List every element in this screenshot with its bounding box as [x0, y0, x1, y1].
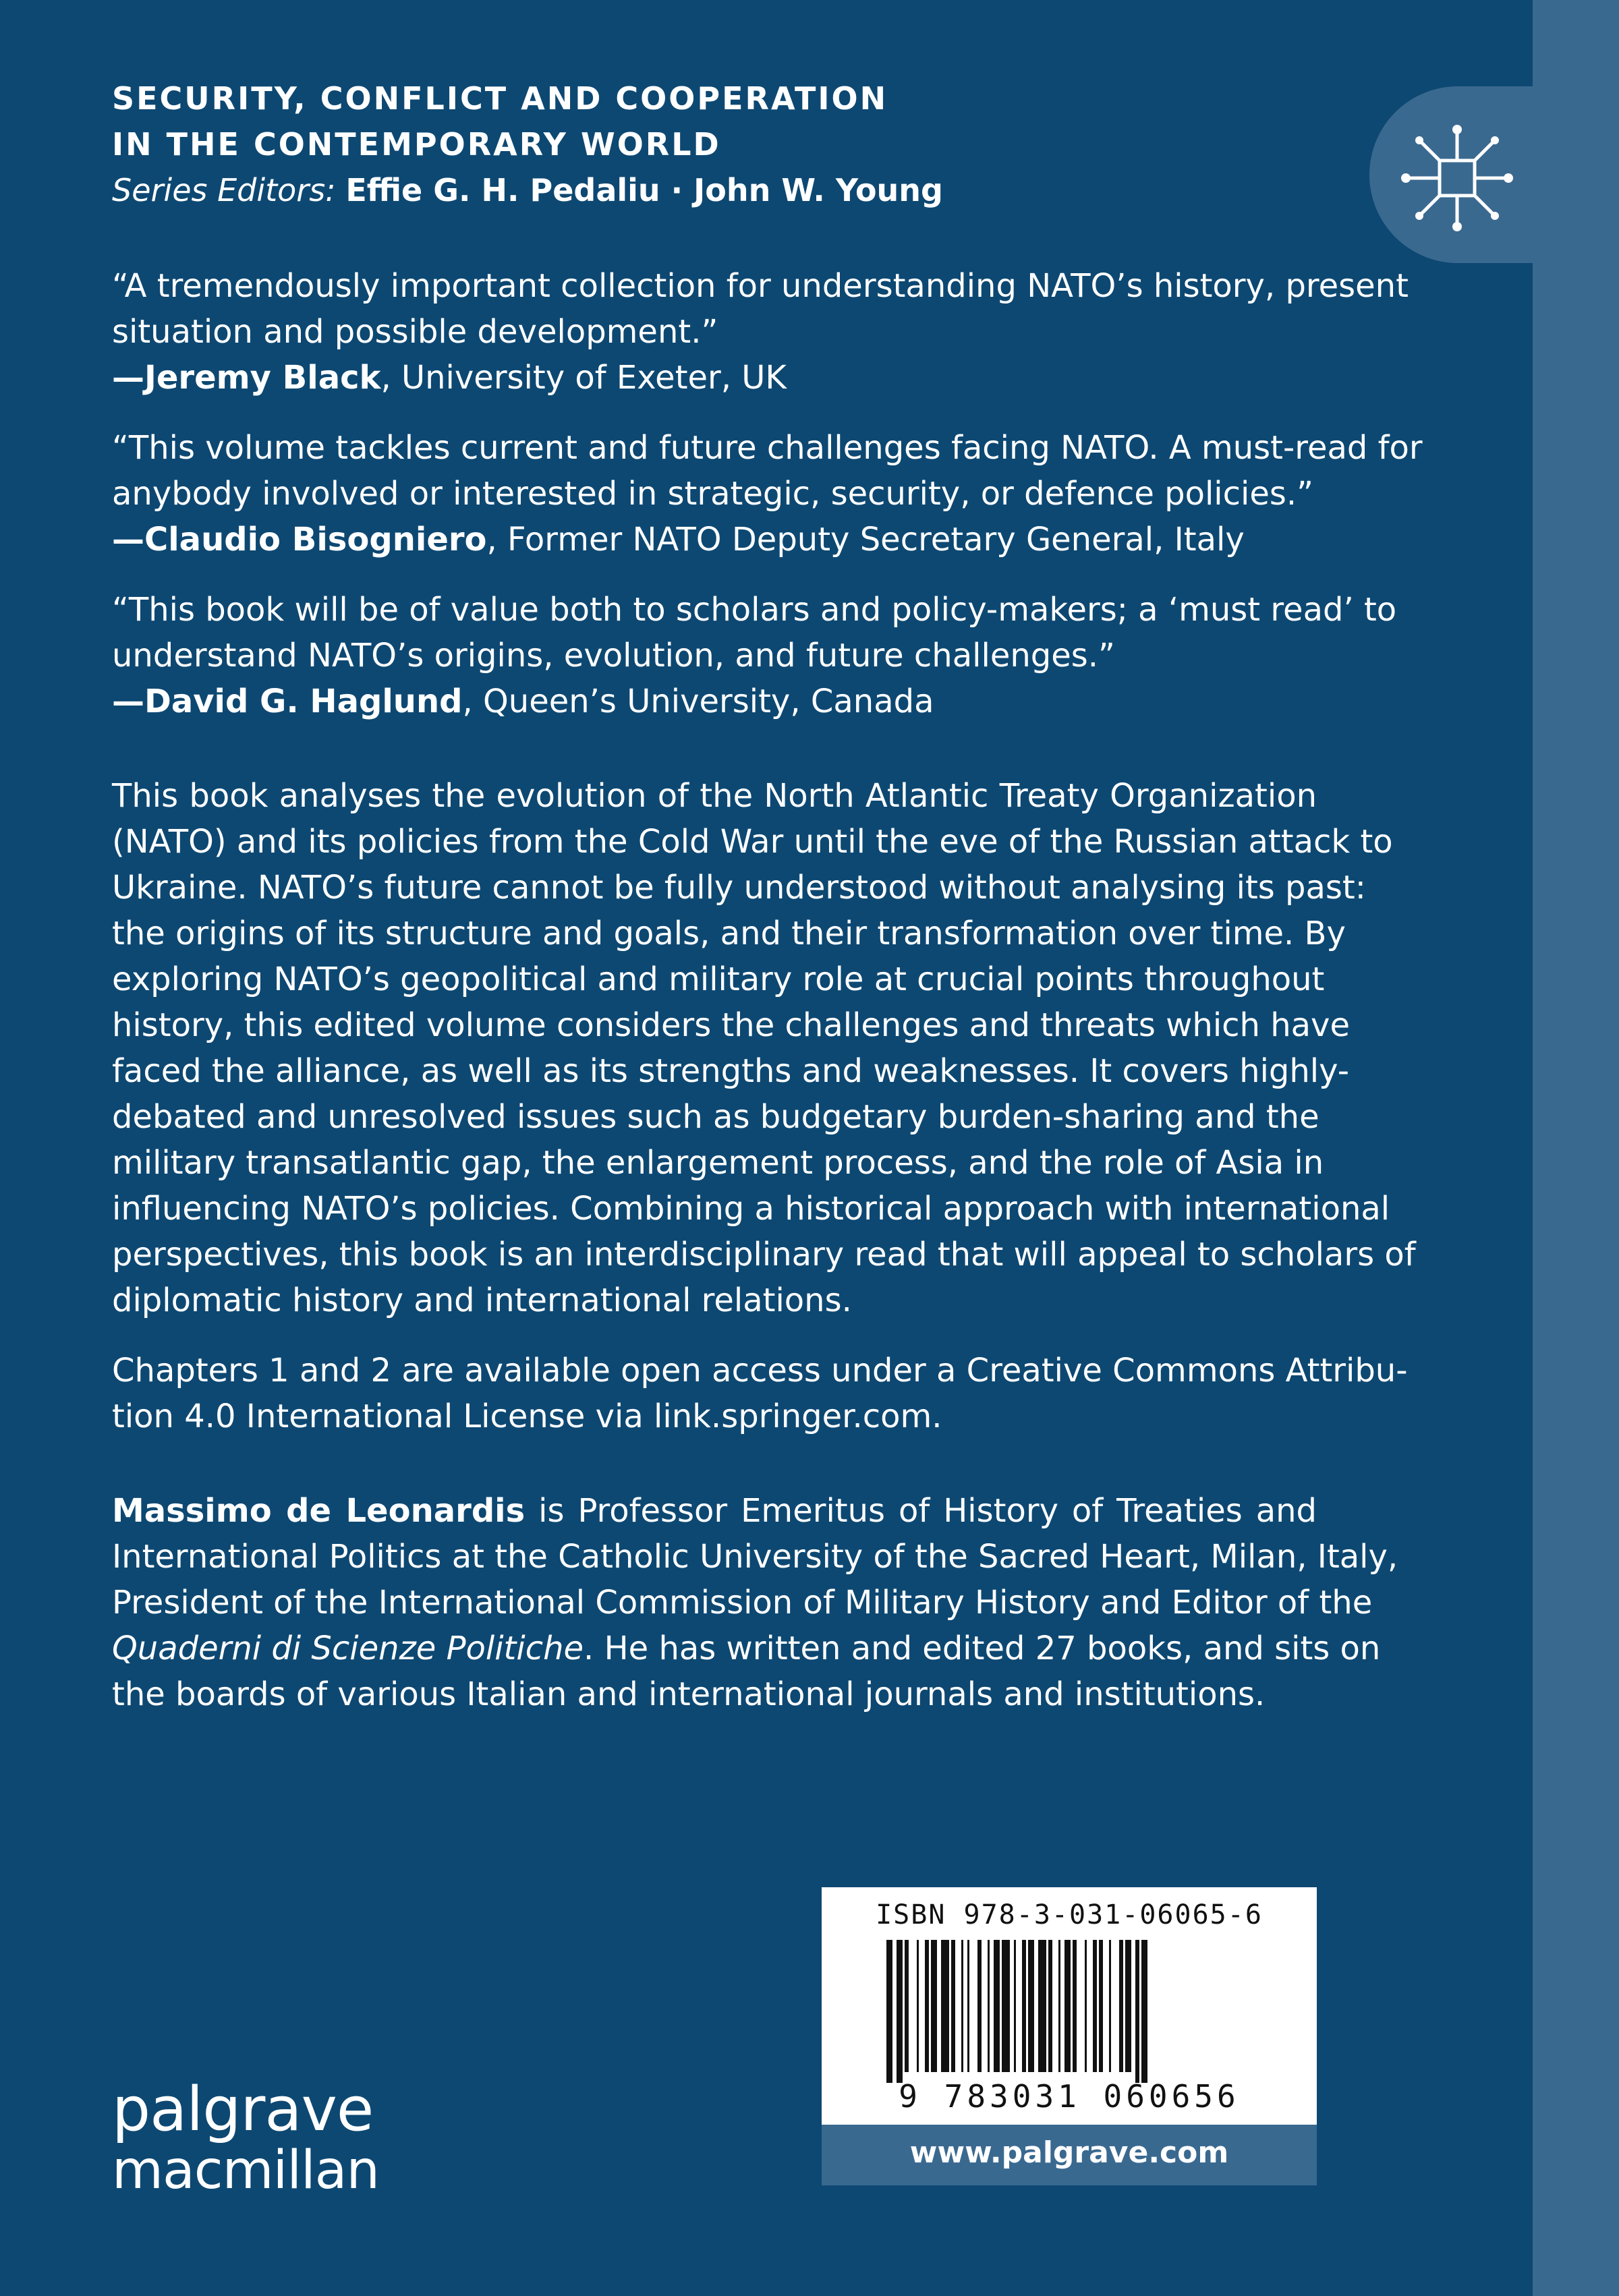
barcode-bar	[1109, 1940, 1111, 2072]
description-line: exploring NATO’s geopolitical and military role at crucial points throughout	[112, 960, 1325, 998]
barcode-bar	[988, 1940, 990, 2072]
publisher-logo-line-2: macmillan	[112, 2140, 379, 2201]
quote-2-attribution	[112, 517, 1317, 563]
open-access-line: Chapters 1 and 2 are available open access under a Creative Commons Attribu-	[112, 1352, 1408, 1389]
barcode-bar	[977, 1940, 982, 2072]
barcode-bar	[1073, 1940, 1077, 2072]
barcode-bar	[961, 1940, 963, 2072]
open-access-note	[112, 1348, 1408, 1439]
spine-strip	[1533, 0, 1619, 2296]
barcode-bar	[1014, 1940, 1016, 2072]
quote-3-author: David G. Haglund	[144, 683, 463, 720]
description-line: perspectives, this book is an interdisciplinary read that will appeal to scholars of	[112, 1236, 1416, 1273]
barcode-bar	[994, 1940, 1000, 2072]
barcode-bar	[1022, 1940, 1026, 2072]
journal-title: Quaderni di Scienze Politiche	[112, 1630, 584, 1667]
series-title	[112, 76, 888, 167]
quote-3-line-2: understand NATO’s origins, evolution, and future challenges.”	[112, 637, 1115, 675]
quote-2-author: Claudio Bisogniero	[144, 521, 487, 558]
series-editors	[112, 169, 943, 212]
barcode-bar	[951, 1940, 955, 2072]
quote-2-line-2: anybody involved or interested in strategic, security, or defence policies.”	[112, 475, 1314, 513]
description-line: faced the alliance, as well as its strengths and weaknesses. It covers highly-	[112, 1052, 1350, 1090]
quote-1-author: Jeremy Black	[144, 359, 381, 397]
publisher-url: www.palgrave.com	[909, 2135, 1229, 2170]
series-title-line-2: IN THE CONTEMPORARY WORLD	[112, 126, 721, 163]
barcode-bar	[1141, 1940, 1147, 2083]
series-title-line-1: SECURITY, CONFLICT AND COOPERATION	[112, 80, 888, 117]
author-name: Massimo de Leonardis	[112, 1492, 526, 1530]
author-bio-line-1-rest: is Professor Emeritus of History of Treaties and	[525, 1492, 1317, 1530]
author-bio-line-4-rest: . He has written and edited 27 books, and sits on	[584, 1630, 1381, 1667]
description-line: the origins of its structure and goals, and their transformation over time. By	[112, 915, 1346, 952]
series-editors-names: Effie G. H. Pedaliu · John W. Young	[345, 172, 943, 208]
isbn-label: ISBN 978-3-031-06065-6	[876, 1899, 1263, 1930]
quote-2-dash: —	[112, 521, 144, 558]
barcode-bar	[941, 1940, 949, 2072]
barcode-bar	[905, 1940, 909, 2072]
series-editors-label: Series Editors:	[112, 172, 336, 208]
open-access-line: tion 4.0 International License via link.springer.com.	[112, 1398, 942, 1435]
author-bio-line: the boards of various Italian and international journals and institutions.	[112, 1675, 1266, 1713]
quote-1-attribution	[112, 355, 1317, 401]
description-line: Ukraine. NATO’s future cannot be fully understood without analysing its past:	[112, 869, 1366, 907]
quote-1-affiliation: , University of Exeter, UK	[380, 359, 787, 397]
quote-3-affiliation: , Queen’s University, Canada	[462, 683, 934, 720]
endorsement-quote-3	[112, 587, 1397, 724]
description-line: This book analyses the evolution of the North Atlantic Treaty Organization	[112, 777, 1317, 815]
quote-3-line-1: “This book will be of value both to scholars and policy-makers; a ‘must read’ to	[112, 591, 1397, 629]
barcode-bar	[1038, 1940, 1046, 2072]
author-bio-line	[112, 1488, 1317, 1534]
barcode-bar	[897, 1940, 903, 2083]
palgrave-macmillan-logo	[112, 2074, 379, 2201]
barcode-graphic	[822, 1934, 1317, 2125]
book-description	[112, 773, 1416, 1323]
quote-2-affiliation: , Former NATO Deputy Secretary General, Italy	[486, 521, 1245, 558]
quote-1-line-1: “A tremendously important collection for understanding NATO’s history, present	[112, 267, 1409, 305]
barcode-digits: 9 783031 060656	[899, 2078, 1240, 2115]
barcode-bar	[1125, 1940, 1131, 2072]
barcode-bar	[1135, 1940, 1139, 2083]
barcode-bar	[931, 1940, 937, 2072]
endorsement-quote-1	[112, 263, 1409, 401]
barcode-bar	[1085, 1940, 1087, 2072]
barcode-bar	[1048, 1940, 1052, 2072]
barcode-bar	[1002, 1940, 1010, 2072]
quote-1-dash: —	[112, 359, 144, 397]
barcode-bar	[1058, 1940, 1060, 2072]
network-icon	[1398, 121, 1516, 236]
barcode-bar	[967, 1940, 969, 2072]
barcode-bar	[1093, 1940, 1097, 2072]
endorsement-quote-2	[112, 425, 1423, 563]
description-line: military transatlantic gap, the enlargement process, and the role of Asia in	[112, 1144, 1324, 1182]
barcode-bar	[886, 1940, 892, 2083]
author-bio-line: International Politics at the Catholic University of the Sacred Heart, Milan, Italy,	[112, 1538, 1398, 1576]
description-line: diplomatic history and international relations.	[112, 1282, 852, 1319]
barcode-bar	[1064, 1940, 1071, 2072]
author-bio	[112, 1488, 1398, 1717]
barcode-bar	[1028, 1940, 1034, 2072]
author-bio-line: President of the International Commission of Military History and Editor of the	[112, 1584, 1373, 1621]
publisher-logo-line-1: palgrave	[112, 2074, 374, 2145]
quote-3-attribution	[112, 679, 1317, 724]
description-line: history, this edited volume considers the challenges and threats which have	[112, 1006, 1350, 1044]
description-line: (NATO) and its policies from the Cold War until the eve of the Russian attack to	[112, 823, 1393, 861]
description-line: debated and unresolved issues such as budgetary burden-sharing and the	[112, 1098, 1319, 1136]
publisher-url-bar	[822, 2125, 1317, 2185]
palgrave-logo-badge	[1369, 86, 1533, 263]
barcode-bar	[1119, 1940, 1123, 2072]
barcode-bar	[1099, 1940, 1103, 2072]
barcode-bar	[925, 1940, 929, 2072]
quote-2-line-1: “This volume tackles current and future challenges facing NATO. A must-read for	[112, 429, 1423, 467]
quote-3-dash: —	[112, 683, 144, 720]
author-bio-line	[112, 1626, 1381, 1671]
isbn-barcode	[822, 1887, 1317, 2125]
quote-1-line-2: situation and possible development.”	[112, 313, 718, 351]
barcode-bar	[917, 1940, 919, 2072]
description-line: influencing NATO’s policies. Combining a historical approach with international	[112, 1190, 1390, 1228]
